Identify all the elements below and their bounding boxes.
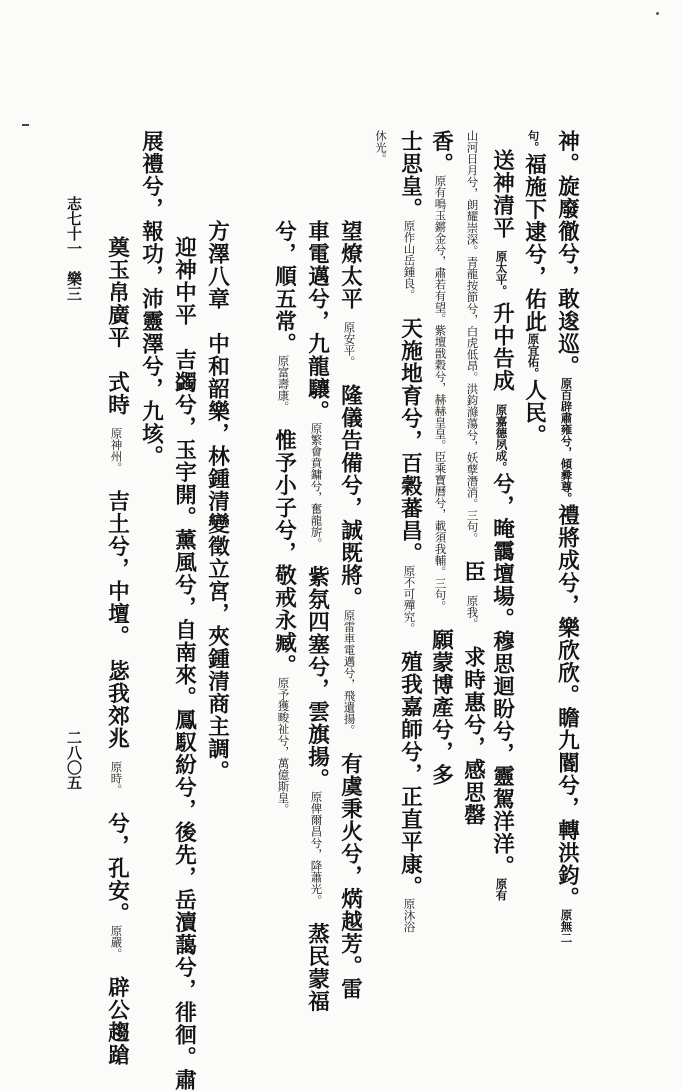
text-column-5: 香。原有鳴玉鏘金兮，肅若有望。紫壇戩穀兮，赫赫皇皇。臣乘寶曆兮，載須我輔。三句。 願蒙博產兮，多: [428, 130, 454, 787]
text-column-1: 神。旋廢徹兮，敢逡巡。原百辟肅雍兮，傾彛尊。禮將成兮，樂欣欣。瞻九閽兮，轉洪鈞。原無二: [554, 130, 580, 944]
margin-mark: [22, 124, 29, 126]
scan-speck: [656, 12, 659, 15]
text-column-10: 兮，順五常。原富壽康。 惟予小子兮，敬戒永臧。原予獲畯祉兮，萬億斯皇。: [271, 220, 297, 815]
text-column-11: 方澤八章 中和韶樂，林鍾清變徵立宮，夾鍾清商主調。: [204, 220, 230, 783]
text-column-12: 迎神中平 吉蠲兮，玉宇開。薰風兮，自南來。鳳馭紛兮，後先，岳瀆藹兮，徘徊。肅: [171, 236, 197, 1091]
text-column-6: 士思皇。原作山岳鍾良。 天施地育兮，百穀蕃昌。原不可殫究。 殖我嘉師兮，正直平康。原沐浴: [397, 130, 423, 933]
text-column-8: 望燎太平 原安平。 隆儀告備兮，誠既將。原雷車電邁兮，飛遺揚。 有虞秉火兮，焫越芳。雷: [337, 220, 363, 1000]
text-column-3: 送神清平 原太平。 升中告成 原嘉德夙成。兮，晻靄壇場。穆思迴盼兮，靈駕洋洋。原有: [489, 149, 515, 901]
text-column-14: 奠玉帛廣平 式時 原神州。 吉土兮，中壇。 毖我郊兆 原時。 兮，孔安。原嚴。 辟公趨蹌: [104, 236, 130, 1066]
running-header-chapter: 志七十一 樂三: [65, 196, 83, 301]
text-column-4: 山河日月兮，朗耀崇深。青龍按節兮，白虎低昂。洪鈞滌蕩兮，妖孽潛消。三句。 臣 原我。 求時惠兮，感思罄: [460, 130, 486, 826]
text-column-9: 車電邁兮，九龍驤。原繁會賁鏞兮，奮龍旂。 紫氛四塞兮，雲旗揚。原俾爾昌兮，降蕭光。 蒸民蒙福: [304, 220, 330, 1013]
text-column-13: 展禮兮，報功，沛靈澤兮，九垓。: [138, 130, 164, 468]
text-column-2: 句。福施下逮兮，佑此原宜佑。人民。: [521, 130, 547, 447]
text-column-7: 休光。: [374, 130, 388, 165]
page-number: 二八〇五: [65, 730, 83, 790]
